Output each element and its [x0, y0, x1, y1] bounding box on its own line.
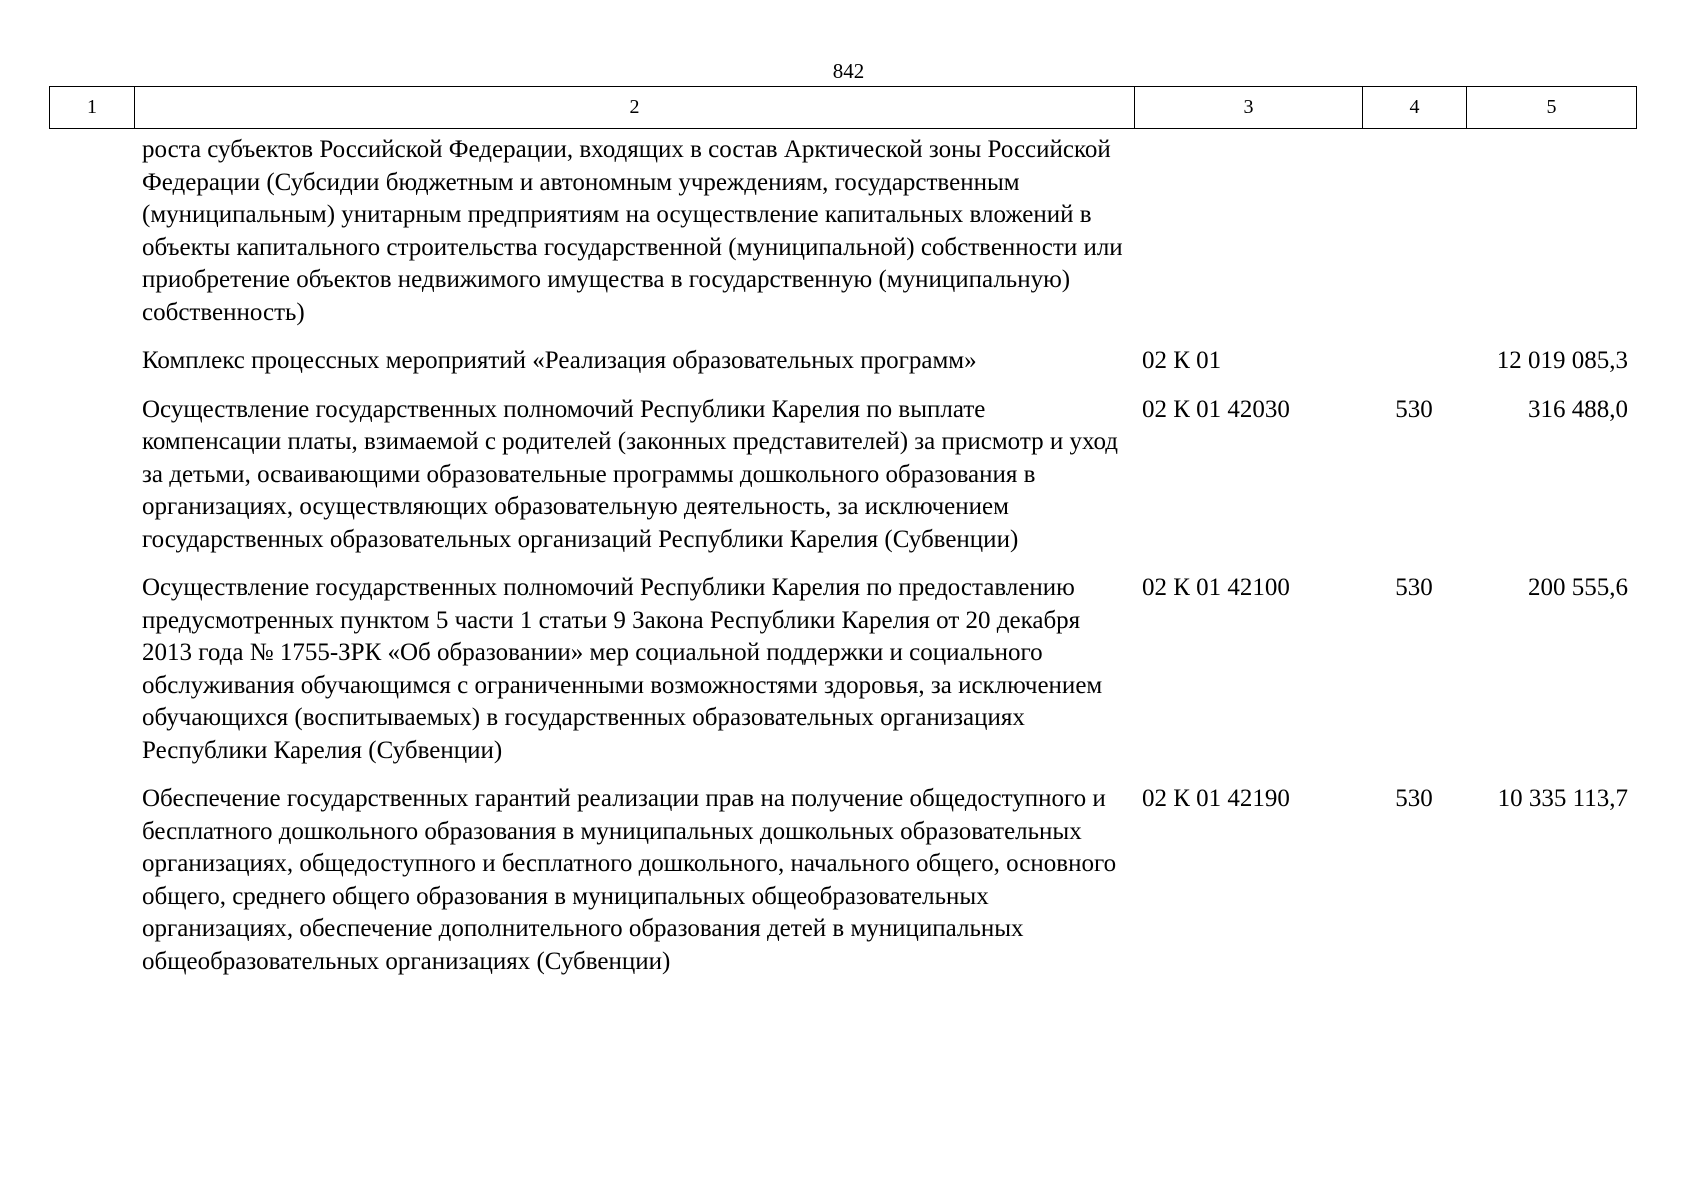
row-description: Осуществление государственных полномочий Республики Карелия по предоставлению предусмотренных пунктом 5 части 1 статьи 9 Закона Республики Карелия от 20 декабря 2013 года № 1755-ЗРК «Об образовании» мер социальной поддержки и социального обслуживания обучающимся с ограниченными возможностями здоровья, за исключением обучающихся (воспитываемых) в государственных образовательных организациях Республики Карелия (Субвенции)	[142, 574, 1103, 764]
row-number-cell	[49, 783, 134, 978]
row-expense-type: 530	[1395, 574, 1433, 601]
column-header-2: 2	[135, 87, 1135, 129]
table-row	[49, 134, 1636, 345]
table-row	[49, 345, 1636, 394]
table-row	[49, 572, 1636, 783]
column-header-table	[49, 86, 1637, 129]
row-number-cell	[49, 572, 134, 783]
row-code: 02 К 01 42100	[1142, 574, 1290, 601]
row-code	[1134, 134, 1362, 345]
row-number-cell	[49, 345, 134, 394]
row-number-cell	[49, 394, 134, 573]
row-amount: 200 555,6	[1528, 574, 1628, 601]
row-expense-type	[1362, 345, 1466, 394]
row-expense-type	[1362, 134, 1466, 345]
row-number-cell	[49, 134, 134, 345]
row-amount: 316 488,0	[1528, 395, 1628, 423]
row-code: 02 К 01 42190	[1142, 785, 1290, 812]
row-description: Обеспечение государственных гарантий реализации прав на получение общедоступного и бесплатного дошкольного образования в муниципальных дошкольных образовательных организациях, общедоступного и бесплатного дошкольного, начального общего, основного общего, среднего общего образования в муниципальных общеобразовательных организациях, обеспечение дополнительного образования детей в муниципальных общеобразовательных организациях (Субвенции)	[142, 785, 1117, 975]
column-header-3: 3	[1135, 87, 1363, 129]
column-header-row	[50, 87, 1637, 129]
row-description: роста субъектов Российской Федерации, входящих в состав Арктической зоны Российской Федерации (Субсидии бюджетным и автономным учреждениям, государственным (муниципальным) унитарным предприятиям на осуществление капитальных вложений в объекты капитального строительства государственной (муниципальной) собственности или приобретение объектов недвижимого имущества в государственную (муниципальную) собственность)	[142, 136, 1123, 326]
row-description: Осуществление государственных полномочий Республики Карелия по выплате компенсации платы, взимаемой с родителей (законных представителей) за присмотр и уход за детьми, осваивающими образовательные программы дошкольного образования в организациях, осуществляющих образовательную деятельность, за исключением государственных образовательных организаций Республики Карелия (Субвенции)	[142, 395, 1119, 553]
column-header-5: 5	[1467, 87, 1637, 129]
page-number: 842	[832, 59, 865, 83]
row-expense-type: 530	[1395, 395, 1433, 423]
budget-table	[49, 134, 1636, 978]
row-code: 02 К 01 42030	[1142, 395, 1290, 423]
row-expense-type: 530	[1395, 785, 1433, 812]
column-header-4: 4	[1363, 87, 1467, 129]
row-code: 02 К 01	[1142, 347, 1222, 374]
row-amount	[1466, 134, 1636, 345]
row-description: Комплекс процессных мероприятий «Реализация образовательных программ»	[142, 347, 977, 374]
column-header-1: 1	[50, 87, 135, 129]
row-amount: 12 019 085,3	[1496, 347, 1628, 374]
row-amount: 10 335 113,7	[1497, 785, 1628, 812]
table-row	[49, 783, 1636, 978]
table-row	[49, 394, 1636, 573]
